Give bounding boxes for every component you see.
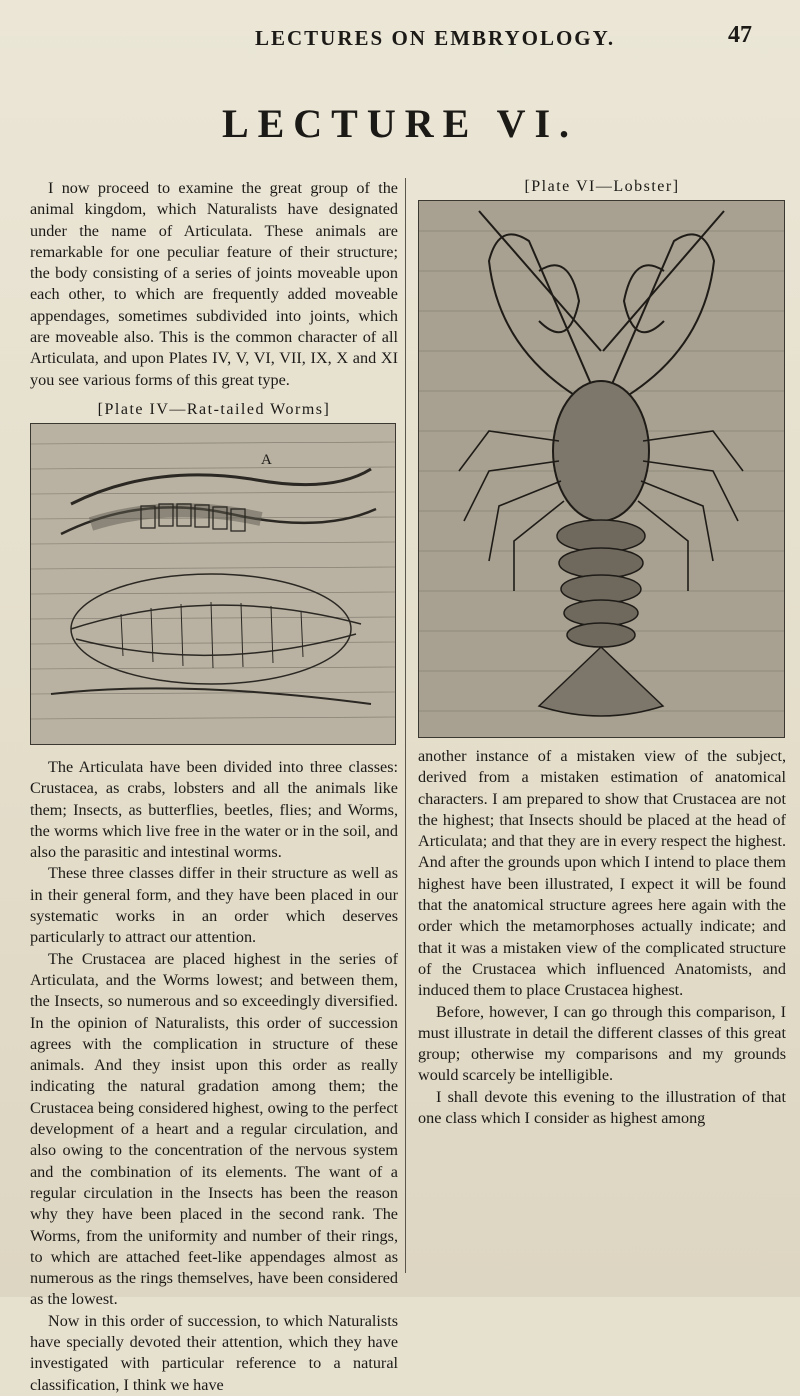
lobster-engraving xyxy=(419,201,784,737)
lecture-title: LECTURE VI. xyxy=(221,101,579,146)
running-head: LECTURES ON EMBRYOLOGY. xyxy=(255,26,616,50)
left-paragraph-1: I now proceed to examine the great group of the animal kingdom, which Naturalists have designated under the name of Articulata. These animals are remarkable for one peculiar feature of their structure; the body consisting of a series of joints moveable upon each other, to which are frequently added moveable appendages, sometimes subdivided into joints, which are moveable also. This is the common character of all Articulata, and upon Plates IV, V, VI, VII, IX, X and XI you see various forms of this great type. xyxy=(30,179,398,389)
left-paragraph-3: These three classes differ in their structure as well as in their general form, and they have been placed in our systematic works in an order which deserves particularly to attract our attention. xyxy=(30,864,398,947)
plate-iv-caption: [Plate IV—Rat-tailed Worms] xyxy=(97,400,331,418)
right-paragraph-3: I shall devote this evening to the illustration of that one class which I consider as highest among xyxy=(418,1087,786,1128)
plate-vi-image xyxy=(418,200,785,738)
plate-iv-image xyxy=(30,423,396,745)
plate-letter-a: A xyxy=(261,451,272,468)
right-paragraph-2: Before, however, I can go through this comparison, I must illustrate in detail the different classes of this great group; otherwise my comparisons and my grounds would scarcely be intelligible. xyxy=(418,1002,786,1085)
column-rule xyxy=(405,178,406,1273)
left-column xyxy=(30,178,398,1396)
left-paragraph-4: The Crustacea are placed highest in the series of Articulata, and the Worms lowest; and between them, the Insects, so numerous and so exceedingly diversified. In the opinion of Naturalists, this order of succession agrees with the complication in structure of these animals. And they insist upon this order as really indicating the natural gradation among them; the Crustacea being considered highest, owing to the perfect development of a heart and a regular circulation, and also owing to the concentration of the nervous system and the combination of its elements. The want of a regular circulation in the Insects has been the reason why they have been placed in the second rank. The Worms, from the uniformity and number of their rings, to which are attached feet-like appendages almost as numerous as the rings themselves, have been considered as the lowest. xyxy=(30,949,398,1309)
plate-vi-caption: [Plate VI—Lobster] xyxy=(524,178,680,195)
page-number: 47 xyxy=(728,22,752,48)
left-paragraph-2: The Articulata have been divided into three classes: Crustacea, as crabs, lobsters and all the animals like them; Insects, as butterflies, beetles, flies; and Worms, the worms which live free in the water or in the soil, and also the parasitic and intestinal worms. xyxy=(30,757,398,862)
right-paragraph-1: another instance of a mistaken view of the subject, derived from a mistaken estimation of anatomical characters. I am prepared to show that Crustacea are not the highest; that Insects should be placed at the head of Articulata; and that they are in every respect the highest. And after the grounds upon which I intend to place them highest have been illustrated, I expect it will be found that the anatomical structure agrees here again with the order which the metamorphoses actually indicate; and that it was a mistaken view of the complicated structure of the Crustacea which influenced Anatomists, and induced them to place Crustacea highest. xyxy=(418,747,786,1000)
left-paragraph-5: Now in this order of succession, to which Naturalists have specially devoted their attention, which they have investigated with particular reference to a natural classification, I think we have xyxy=(30,1311,398,1394)
worms-engraving xyxy=(31,424,395,744)
right-column xyxy=(418,178,786,1129)
